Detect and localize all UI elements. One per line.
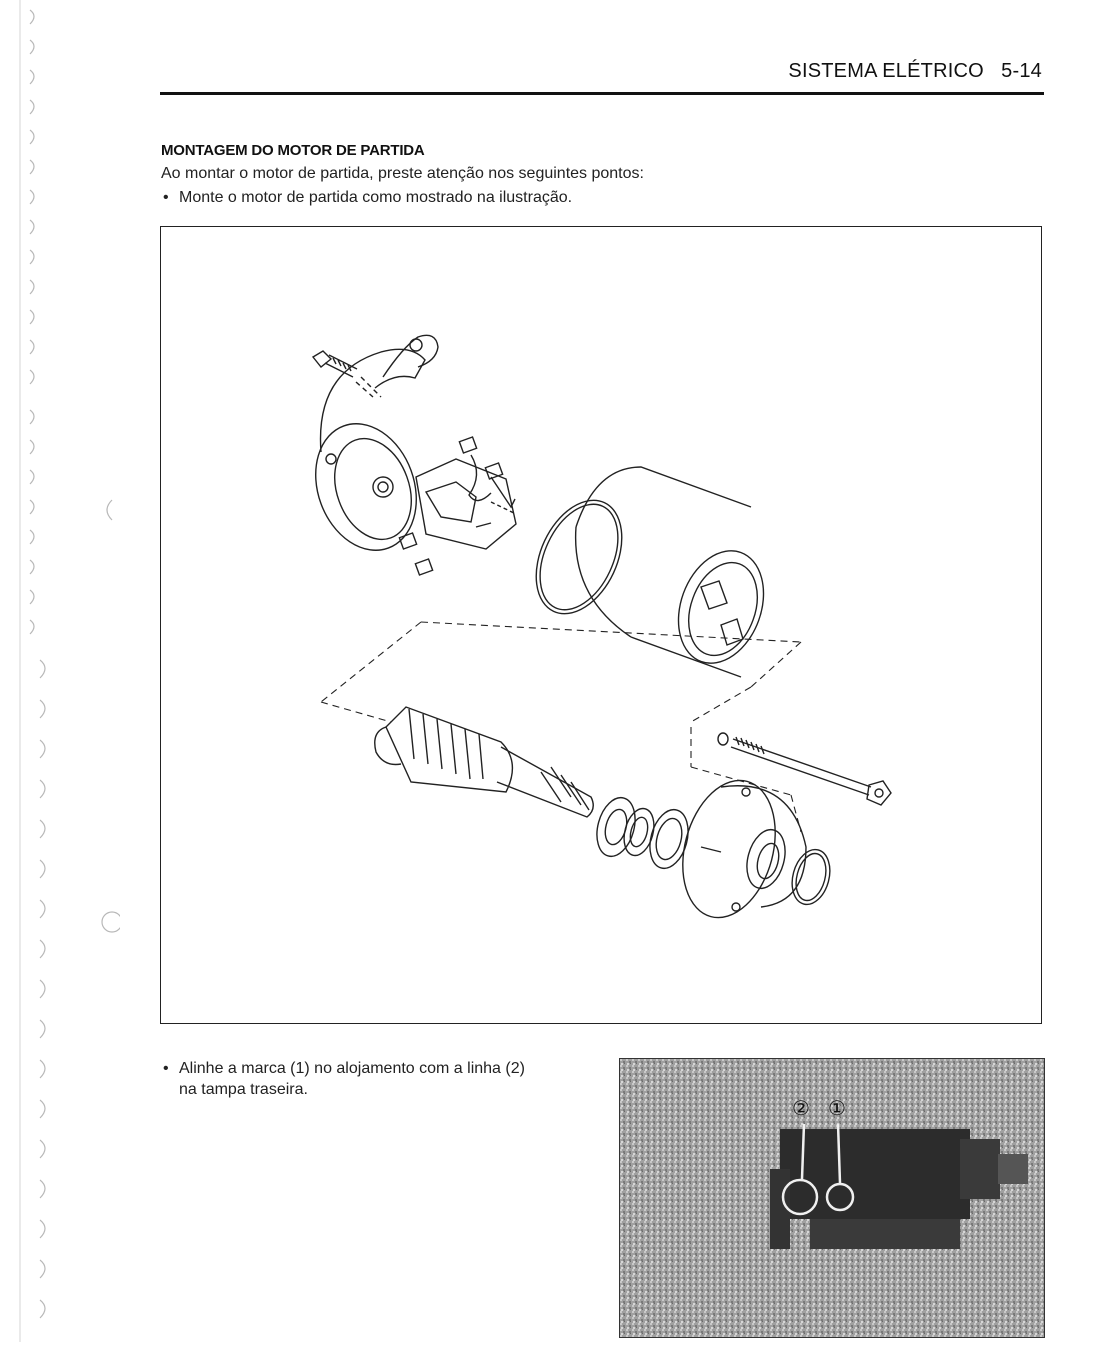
bullet-dot: •	[163, 1060, 169, 1077]
binding-holes-graphic	[0, 0, 120, 1342]
exploded-view-drawing	[161, 227, 1043, 1025]
bullet-item	[163, 187, 572, 208]
bullet-item-alignment	[163, 1058, 603, 1100]
yoke-housing-drawing	[576, 467, 779, 677]
section-heading: MONTAGEM DO MOTOR DE PARTIDA	[161, 142, 425, 159]
photo-callout-2: ②	[792, 1096, 810, 1120]
instruction-line-2: na tampa traseira.	[179, 1081, 308, 1098]
washers-drawing	[591, 793, 694, 872]
intro-text: Ao montar o motor de partida, preste atenção nos seguintes pontos:	[161, 165, 644, 182]
page-header-title: SISTEMA ELÉTRICO 5-14	[788, 60, 1042, 82]
end-cover-drawing	[299, 335, 438, 564]
bullet-text: Monte o motor de partida como mostrado na ilustração.	[179, 189, 573, 206]
binding-holes	[0, 0, 120, 1342]
photo-callout-1: ①	[828, 1096, 846, 1120]
header-rule	[160, 92, 1044, 95]
armature-drawing	[375, 707, 594, 817]
top-bolt-drawing	[313, 351, 357, 377]
long-bolt-drawing	[718, 733, 891, 805]
starter-motor-exploded-diagram	[160, 226, 1042, 1024]
bullet-dot: •	[163, 189, 169, 206]
alignment-dashed-lines	[321, 622, 801, 832]
brush-holder-drawing	[399, 437, 516, 575]
starter-motor-photo-image	[620, 1059, 1045, 1338]
instruction-line-1: Alinhe a marca (1) no alojamento com a linha (2)	[179, 1060, 525, 1077]
starter-motor-photo	[619, 1058, 1045, 1338]
